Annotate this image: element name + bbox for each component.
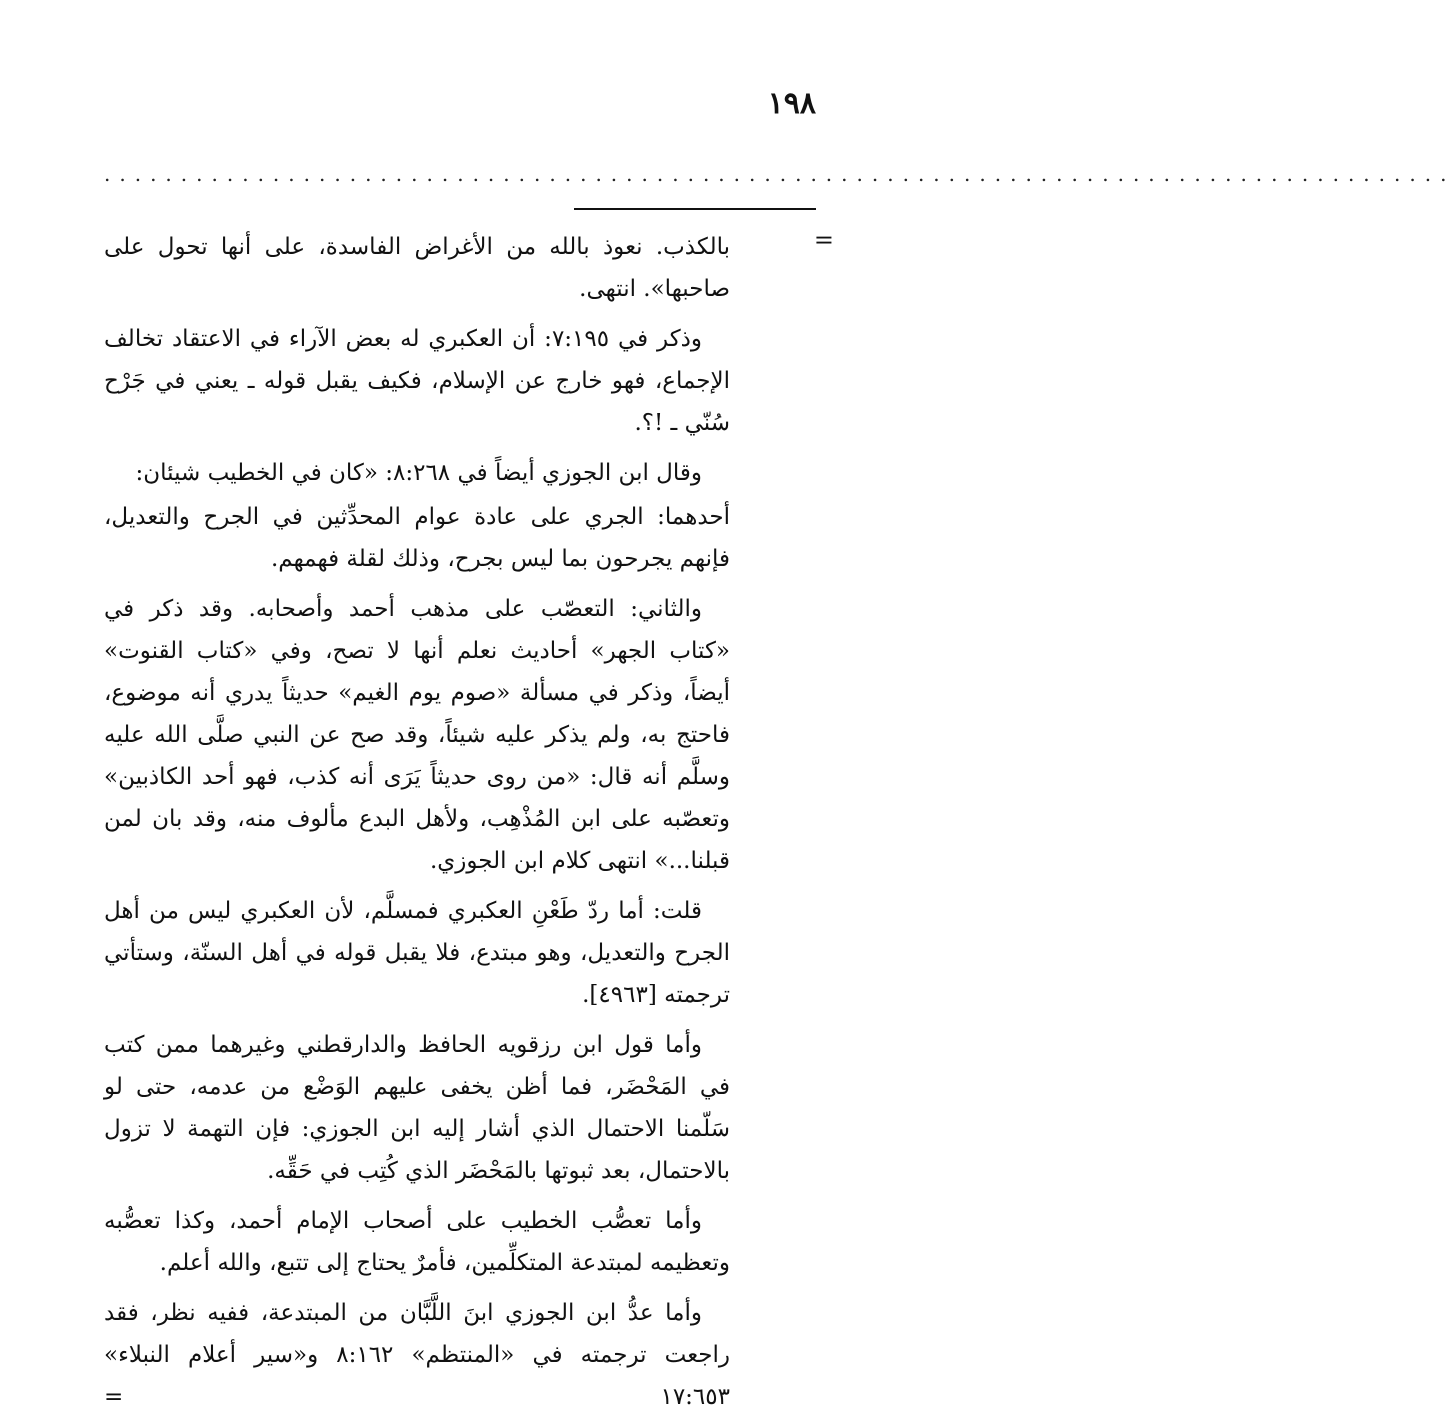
paragraph: وقال ابن الجوزي أيضاً في ٨:٢٦٨: «كان في الخطيب شيئان: — [135, 460, 702, 486]
footnote-rule — [574, 208, 816, 210]
paragraph: قلت: أما ردّ طَعْنِ العكبري فمسلَّم، لأن العكبري ليس من أهل الجرح والتعديل، وهو مبتدع، فلا يقبل قوله في أهل السنّة، وستأتي ترجمته [٤٩٦٣]. — [104, 898, 730, 1008]
paragraph: وأما قول ابن رزقويه الحافظ والدارقطني وغيرهما ممن كتب في المَحْضَر، فما أظن يخفى عليهم الوَضْع من عدمه، حتى لو سَلّمنا الاحتمال الذي أشار إليه ابن الجوزي: فإن التهمة لا تزول بالاحتمال، بعد ثبوتها بالمَحْضَر الذي كُتِب في حَقِّه. — [104, 1032, 730, 1184]
continuation-mark: = — [813, 226, 834, 254]
footnote-text — [104, 226, 730, 1426]
dotted-divider: ........................................................................................ — [104, 162, 1455, 186]
paragraph: وذكر في ٧:١٩٥: أن العكبري له بعض الآراء في الاعتقاد تخالف الإجماع، فهو خارج عن الإسلام، فكيف يقبل قوله ـ يعني في جَرْح سُنّي ـ !؟. — [104, 326, 730, 436]
page-number: ١٩٨ — [767, 86, 816, 121]
paragraph: وأما عدُّ ابن الجوزي ابنَ اللَّبَّان من المبتدعة، ففيه نظر، فقد راجعت ترجمته في «المنتظم» ٨:١٦٢ و«سير أعلام النبلاء» ١٧:٦٥٣ = — [104, 1300, 731, 1410]
paragraph: والثاني: التعصّب على مذهب أحمد وأصحابه. وقد ذكر في «كتاب الجهر» أحاديث نعلم أنها لا تصح، وفي «كتاب القنوت» أيضاً، وذكر في مسألة «صوم يوم الغيم» حديثاً يدري أنه موضوع، فاحتج به، ولم يذكر عليه شيئاً، وقد صح عن النبي صلَّى الله عليه وسلَّم أنه قال: «من روى حديثاً يَرَى أنه كذب، فهو أحد الكاذبين» وتعصّبه على ابن المُذْهِب، ولأهل البدع مألوف منه، وقد بان لمن قبلنا...» انتهى كلام ابن الجوزي. — [104, 596, 730, 874]
paragraph: بالكذب. نعوذ بالله من الأغراض الفاسدة، على أنها تحول على صاحبها». انتهى. — [104, 234, 730, 302]
paragraph: أحدهما: الجري على عادة عوام المحدِّثين في الجرح والتعديل، فإنهم يجرحون بما ليس بجرح، وذلك لقلة فهمهم. — [104, 504, 730, 572]
paragraph: وأما تعصُّب الخطيب على أصحاب الإمام أحمد، وكذا تعصُّبه وتعظيمه لمبتدعة المتكلِّمين، فأمرٌ يحتاج إلى تتبع، والله أعلم. — [104, 1208, 730, 1276]
